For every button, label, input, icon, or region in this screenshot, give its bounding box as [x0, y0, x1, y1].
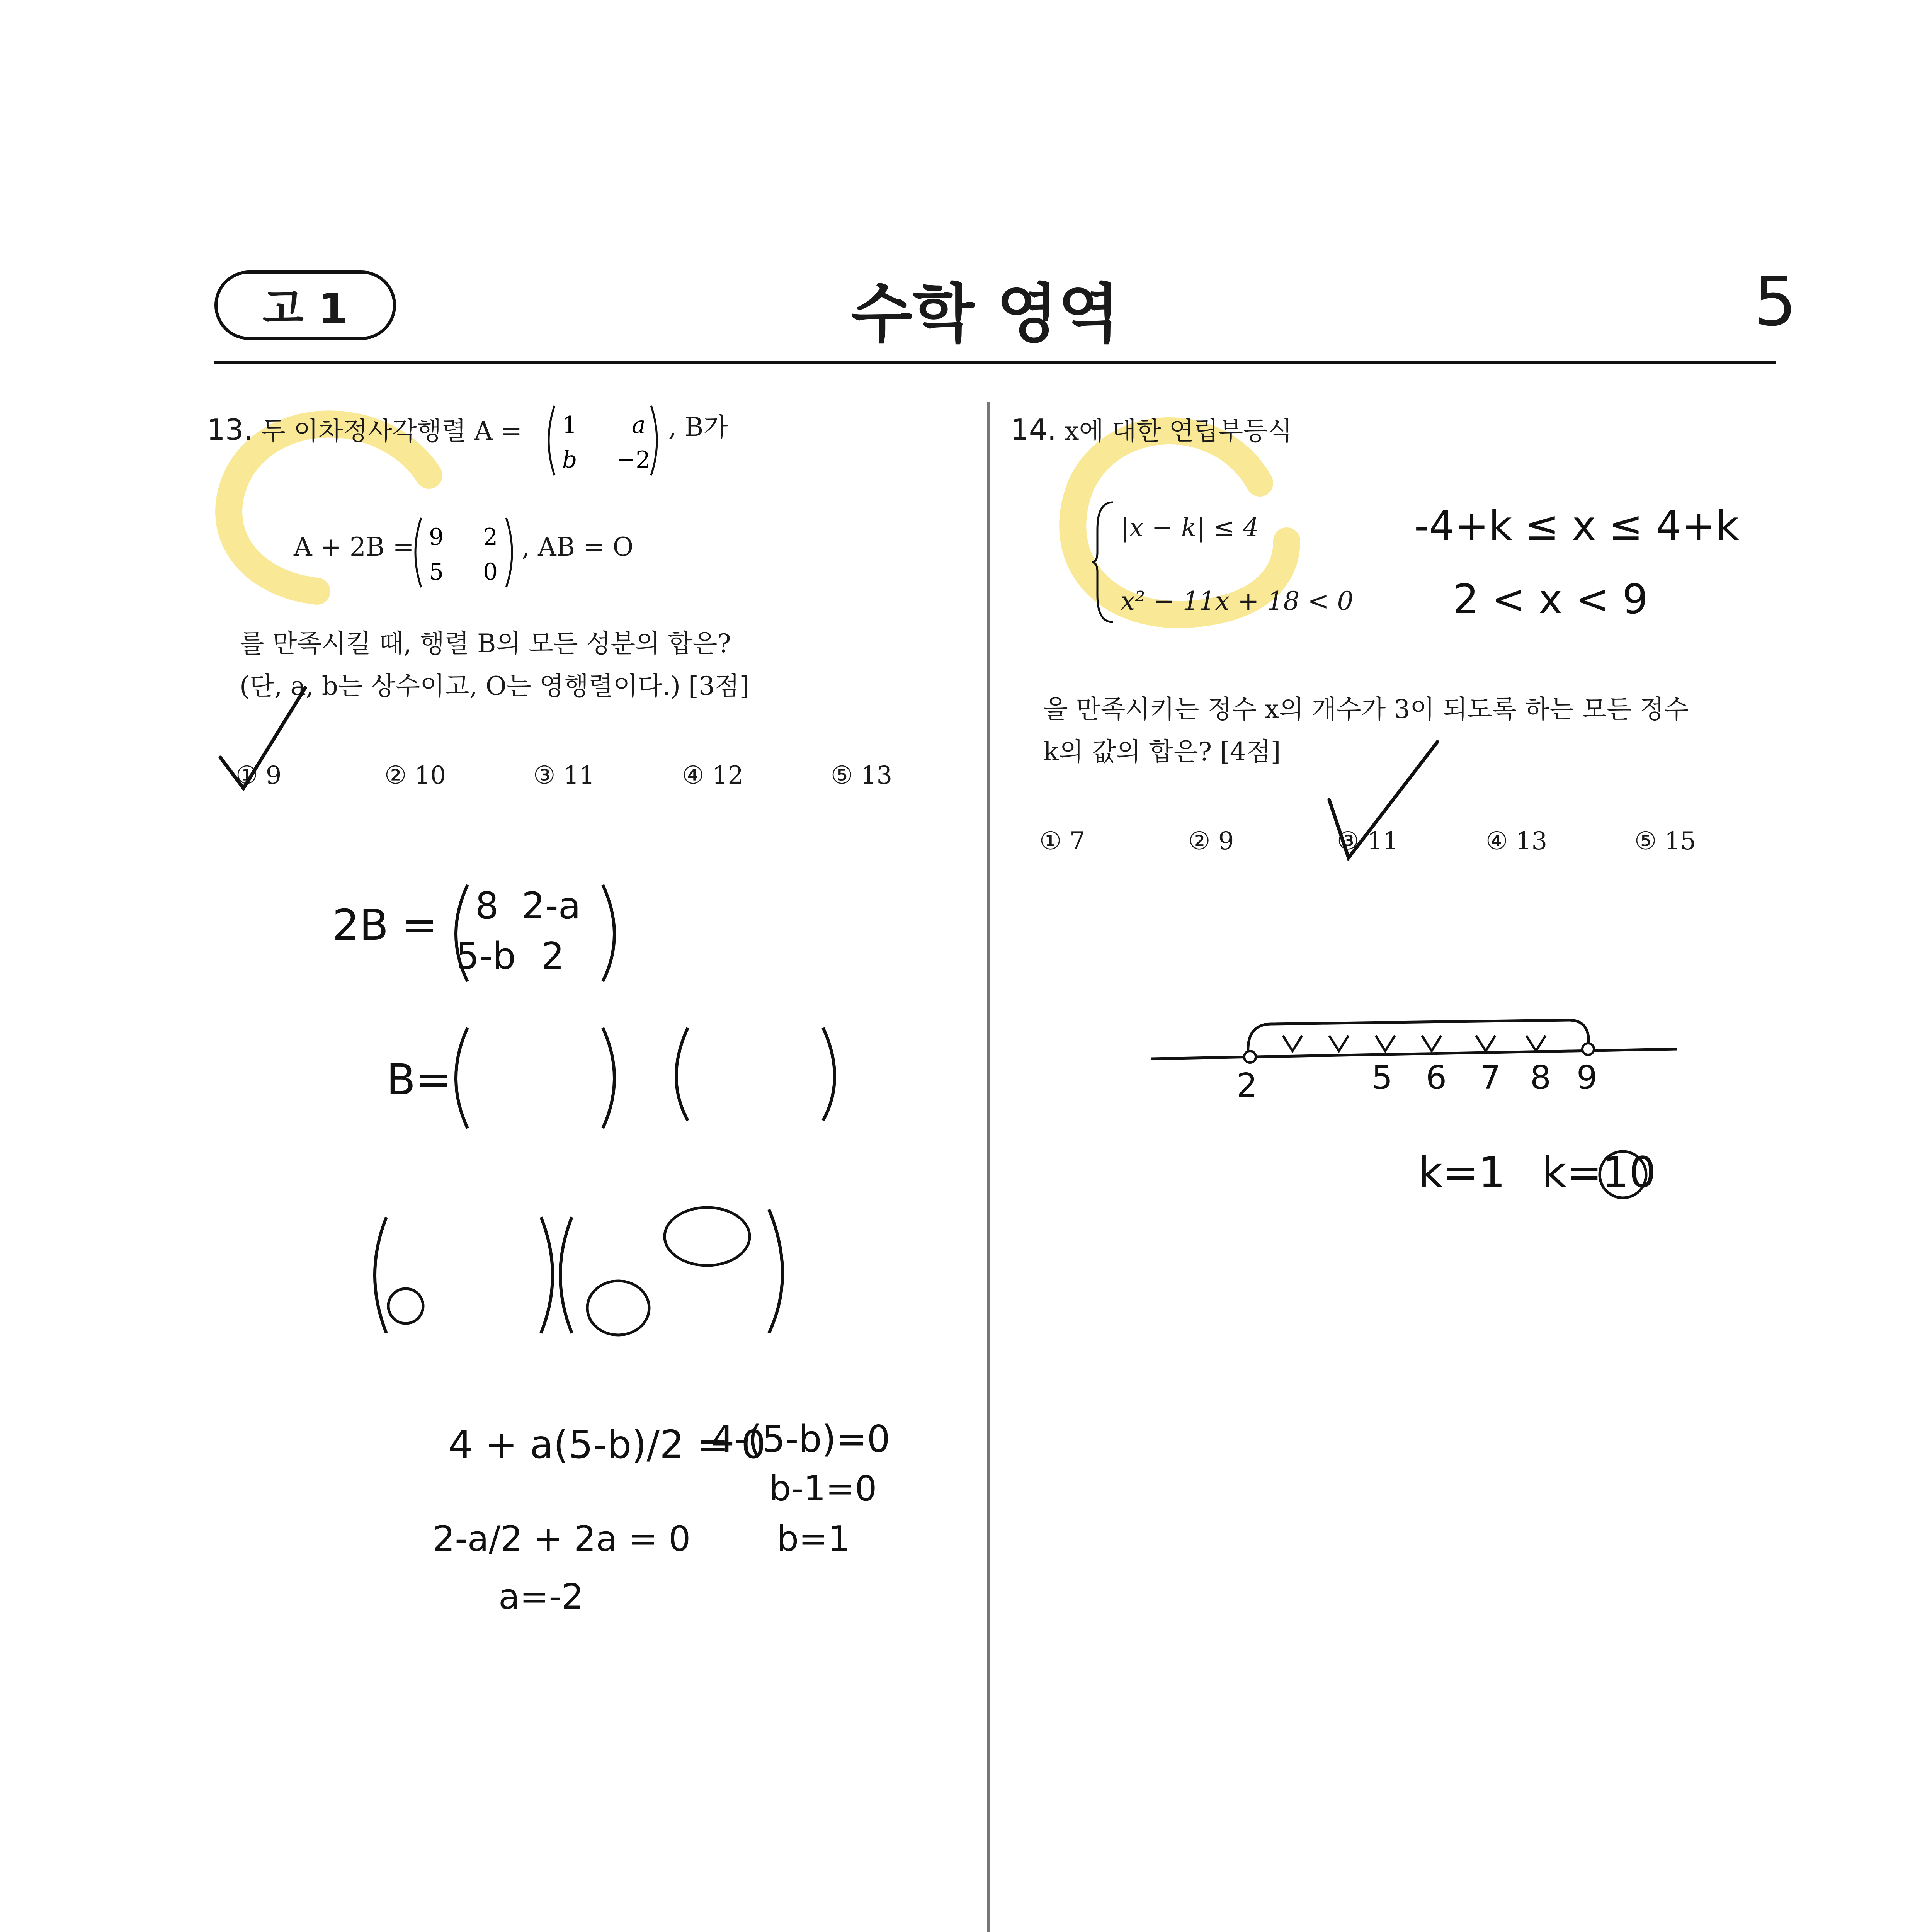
hw-q13-2b-label: 2B =	[332, 900, 438, 950]
q14-checkmark	[1329, 742, 1437, 858]
q14-choice-4[interactable]: ④ 13	[1486, 827, 1548, 855]
matrix-sum-11: 9	[429, 524, 444, 551]
q13-intro-tail: , B가	[668, 412, 728, 442]
hw-q13-2b-m12: 2-a	[522, 885, 581, 927]
hw-q13-eq2: 2-a/2 + 2a = 0	[433, 1519, 691, 1559]
hw-q14-k2: k=10	[1542, 1148, 1656, 1197]
hw-q14-tick-5: 5	[1372, 1059, 1393, 1097]
hw-q13-2b-m21: 5-b	[456, 935, 516, 978]
q13-question-text: 를 만족시킬 때, 행렬 B의 모든 성분의 합은?	[240, 629, 731, 658]
hw-q13-b-label: B=	[386, 1055, 451, 1104]
q14-intro-text: x에 대한 연립부등식	[1065, 416, 1293, 446]
matrix-a-11: 1	[562, 412, 577, 439]
hw-q14-tick-9: 9	[1577, 1059, 1598, 1097]
hw-q13-2b-m11: 8	[475, 885, 499, 927]
hw-q14-k1: k=1	[1418, 1148, 1505, 1197]
hw-q14-tick-8: 8	[1530, 1059, 1551, 1097]
hw-q14-tick-6: 6	[1426, 1059, 1447, 1097]
hw-q14-tick-7: 7	[1480, 1059, 1501, 1097]
q14-question-text: 을 만족시키는 정수 x의 개수가 3이 되도록 하는 모든 정수	[1043, 694, 1689, 724]
q14-choice-2[interactable]: ② 9	[1188, 827, 1234, 855]
q13-condition-lhs: A + 2B =	[294, 532, 414, 562]
q14-choice-1[interactable]: ① 7	[1039, 827, 1085, 855]
hw-q14-tick-2: 2	[1236, 1066, 1258, 1105]
q14-choice-3[interactable]: ③ 11	[1337, 827, 1399, 855]
hw-q14-quad-range: 2 < x < 9	[1453, 576, 1648, 623]
q13-choice-2[interactable]: ② 10	[384, 761, 446, 790]
q13-choice-4[interactable]: ④ 12	[682, 761, 744, 790]
hw-q13-eq1: 4 + a(5-b)/2 = 0	[448, 1422, 766, 1467]
q14-number: 14.	[1010, 413, 1057, 447]
matrix-sum-22: 0	[483, 558, 498, 585]
hw-q13-b-result: b=1	[777, 1519, 850, 1559]
q13-condition-note: (단, a, b는 상수이고, O는 영행렬이다.) [3점]	[240, 671, 750, 701]
q14-inequality-1: |x − k| ≤ 4	[1121, 513, 1259, 543]
matrix-sum-21: 5	[429, 558, 444, 585]
q13-intro-text: 두 이차정사각행렬 A =	[261, 416, 522, 446]
q13-choice-3[interactable]: ③ 11	[533, 761, 595, 790]
matrix-a-21: b	[562, 446, 577, 473]
q13-condition-tail: , AB = O	[522, 532, 634, 562]
matrix-a-22: −2	[616, 446, 651, 473]
hw-q14-abs-range: -4+k ≤ x ≤ 4+k	[1414, 502, 1739, 549]
q14-question-text-2: k의 값의 합은? [4점]	[1043, 737, 1281, 767]
hw-q13-eq3: 4-(5-b)=0	[711, 1418, 890, 1461]
matrix-a-12: a	[632, 412, 646, 439]
matrix-sum-12: 2	[483, 524, 498, 551]
q14-choice-5[interactable]: ⑤ 15	[1634, 827, 1696, 855]
hw-q13-eq4: b-1=0	[769, 1468, 877, 1509]
q14-inequality-2: x² − 11x + 18 < 0	[1121, 586, 1354, 616]
page-number: 5	[1753, 263, 1797, 341]
q13-choice-5[interactable]: ⑤ 13	[831, 761, 893, 790]
hw-q13-a-result: a=-2	[498, 1577, 584, 1617]
q13-number: 13.	[207, 413, 253, 447]
grade-badge: 고 1	[214, 270, 396, 340]
subject-title: 수학 영역	[851, 277, 1120, 351]
hw-q13-2b-m22: 2	[541, 935, 565, 978]
q13-choice-1[interactable]: ① 9	[236, 761, 282, 790]
q13-checkmark	[220, 688, 305, 788]
